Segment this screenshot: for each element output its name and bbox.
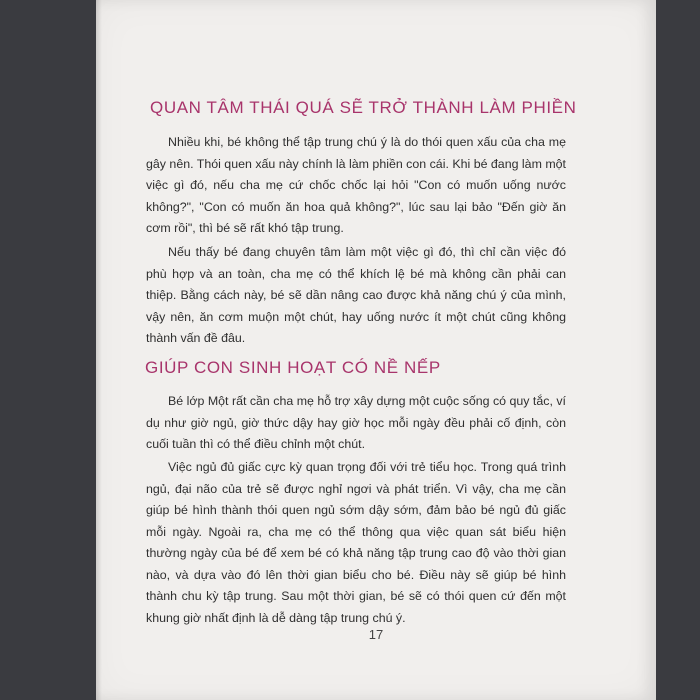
paragraph-4: Việc ngủ đủ giấc cực kỳ quan trọng đối với trẻ tiểu học. Trong quá trình ngủ, đại não của trẻ sẽ được nghỉ ngơi và phát triển. Vì vậy, cha mẹ cần giúp bé hình thành thói quen ngủ sớm dậy sớm, đảm bảo bé ngủ đủ giấc mỗi ngày. Ngoài ra, cha mẹ có thể thông qua việc quan sát biểu hiện thường ngày của bé để xem bé có khả năng tập trung cao độ vào thời gian nào, và dựa vào đó lên thời gian biểu cho bé. Điều này sẽ giúp bé hình thành chu kỳ tập trung. Sau một thời gian, bé sẽ có thói quen cứ đến một khung giờ nhất định là dễ dàng tập trung chú ý. [146,460,566,625]
paragraph-2: Nếu thấy bé đang chuyên tâm làm một việc gì đó, thì chỉ cần việc đó phù hợp và an toàn, cha mẹ có thể khích lệ bé mà không cần phải can thiệp. Bằng cách này, bé sẽ dần nâng cao được khả năng chú ý của mình, vậy nên, ăn cơm muộn một chút, hay uống nước ít một chút cũng không thành vấn đề đâu. [146,245,566,345]
page-binding-shadow [96,0,102,700]
section-heading-1: QUAN TÂM THÁI QUÁ SẼ TRỞ THÀNH LÀM PHIỀN [150,98,577,117]
paragraph-1: Nhiều khi, bé không thể tập trung chú ý là do thói quen xấu của cha mẹ gây nên. Thói quen xấu này chính là làm phiền con cái. Khi bé đang làm một việc gì đó, nếu cha mẹ cứ chốc chốc lại hỏi "Con có muốn uống nước không?", "Con có muốn ăn hoa quả không?", lúc sau lại bảo "Đến giờ ăn cơm rồi", thì bé sẽ rất khó tập trung. [146,135,566,235]
section-heading-2: GIÚP CON SINH HOẠT CÓ NỀ NẾP [145,358,441,377]
paragraph-3: Bé lớp Một rất cần cha mẹ hỗ trợ xây dựng một cuộc sống có quy tắc, ví dụ như giờ ngủ, giờ thức dậy hay giờ học mỗi ngày đều phải cố định, còn cuối tuần thì có thể điều chỉnh một chút. [146,394,566,451]
page-number: 17 [368,627,384,642]
book-page [96,0,656,700]
